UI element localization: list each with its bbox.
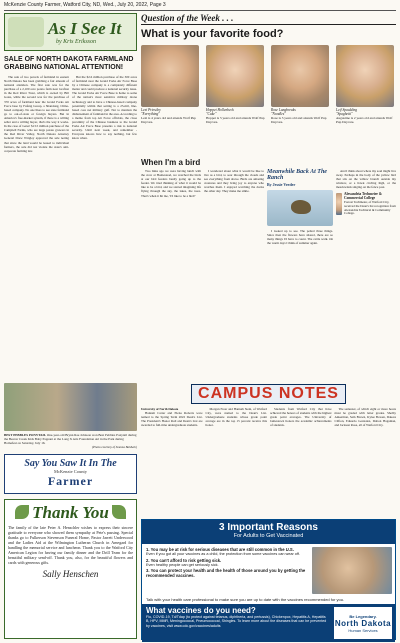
column-text-1 (4, 75, 69, 154)
bird-photo (267, 190, 333, 226)
ranch-title: Meanwhile Back At The Ranch (267, 169, 327, 181)
campus-text-3 (270, 407, 332, 429)
person-name: Lexi Priestley (141, 108, 161, 112)
campus-head: University of North Dakota (141, 407, 179, 411)
pebbles-caption-head: BEST PEBBLES PONYTAIL (4, 433, 47, 437)
bird-text-2 (204, 169, 264, 247)
leaf-icon (112, 505, 126, 519)
page-header (4, 2, 396, 11)
column-byline: by Kris Eriksson (56, 39, 97, 45)
vaccine-ad (141, 519, 396, 640)
pageant-photo (4, 383, 137, 431)
question-of-the-week (141, 13, 396, 155)
as-i-see-it-banner (4, 13, 137, 51)
alex-name: Alexandria Techmeier & Commercial College (343, 192, 382, 201)
qotw-title: Question of the Week . . . (141, 13, 396, 25)
ranch-text (267, 229, 333, 245)
person-details: Lexi is 4 years old and attends Wolf Pup Daycare. (141, 116, 196, 124)
bird-paragraph: And I think about where my soul might live away. Perhaps in the body of the yellow bird that sits on the willow branch outside my window, or a hawk circling high, or the meadowlark singing on the fence post. (336, 169, 396, 190)
vaccine-bottom-text: Flu, COVID-19, Td/Tdap (to protect against tetanus, diphtheria, and pertussis), Chickenpox, Hepatitis A, Hepatitis B, HPV, MMR, Meningococcal, Pneumococcal, Shingles. To learn more about the diseases that can be prevented by vaccines, visit www.cdc.gov/vaccines/adults (146, 615, 327, 628)
thank-you-signature: Sally Henschen (42, 569, 99, 579)
person-answer: "Cake" (206, 112, 217, 116)
reason-item: 1. You may be at risk for serious diseases that are still common in the U.S. (146, 547, 294, 552)
child-photo (206, 45, 264, 107)
column-paragraph: The sale of two parcels of farmland in eastern North Dakota has been grabbing a fair amount of national attention. The first sale was for the purchase of a 2,100 acre potato farm near Grafton in the Red River Trust, which is owned by Bill Gates, while the second was for the purchase of 370 acres of farmland near the Grand Forks Air Force base by Fufeng Group, a Shandong, China-based company. No one likes to see state farmland go to out-of-state or foreign buyers. But in America's free-market system, if there is a willing seller and a willing buyer, that's the way it works. In the case of Gates' $13.5 million purchase of the Campbell Farms, who are large potato growers in the Red River Valley, North Dakota Attorney General Drew Wrigley approved the sale noting that since the land would be leased to individual farmers, the sale did not violate the state's anti-corporate farming law. (4, 75, 69, 153)
pebbles-photo-feature (4, 383, 137, 449)
campus-notes-logo (141, 384, 396, 404)
campus-text-1 (141, 407, 203, 429)
bird-paragraph: I wondered about what it would be like to live as a bird, to soar through the clouds and see everything from above. Birds are amazing creatures and they bring joy to anyone who watches them. I enjoyed watching the ducks the other day. They make me smile. (204, 169, 264, 194)
child-photo (336, 45, 394, 107)
nd-tagline: Be Legendary. (349, 613, 377, 619)
campus-text-4 (335, 407, 397, 429)
nd-human-services-logo (334, 607, 392, 639)
child-photo (271, 45, 329, 107)
saw-line-2: McKenzie County (53, 469, 88, 474)
student-photo (336, 193, 342, 215)
columnist-photo (8, 17, 44, 47)
reason-item: 2. You can't afford to risk getting sick. (146, 557, 222, 563)
reason-note: Even healthy people can get seriously sick. (146, 562, 219, 567)
qotw-person (336, 45, 396, 124)
vaccine-banner-sub: For Adults to Get Vaccinated (233, 533, 304, 539)
campus-paragraph: The semester, of which eight or more hours must be graded with letter grades. Shelby Ankerman, Sam Brown, Kylee Bowen, Dakota Cilfton, Eduardo Gonzalez, Dalton Hagaman, and Jackson Rosa, all of Watford City. (334, 407, 396, 428)
thank-you-title: Thank You (32, 503, 109, 522)
bird-headline: When I'm a bird (141, 158, 201, 167)
person-details: Rose is 3 years old and attends Wolf Pup Daycare. (271, 116, 327, 124)
vaccine-banner (142, 520, 395, 544)
saw-line-3: Farmer (47, 474, 94, 488)
campus-paragraph: Morgan Freer and Hannah Stein, of Watford City, were named to the Dean's List. Undergraduate students whose grade point average are in the top 15 percent receive this honor. (205, 407, 267, 428)
alex-caption: Forrest Techmeier, of Watford City, received the Dean's list recognition from Alexandria Technical & Community College. (343, 200, 396, 216)
ranch-column-box (267, 169, 333, 247)
say-you-saw-it-ad (4, 454, 137, 494)
nd-state: North Dakota (334, 618, 392, 628)
vaccine-photo (312, 547, 392, 594)
column-headline: SALE OF NORTH DAKOTA FARMLAND GRABBING NATIONAL ATTENTION! (4, 56, 134, 71)
header-dateline: McKenzie County Farmer, Watford City, ND, Wed., July 20, 2022, Page 3 (4, 2, 166, 8)
campus-word: CAMPUS (198, 385, 274, 402)
person-name: Leif Spaulding (336, 108, 358, 112)
campus-paragraph: Hannah Carter and Elena Roberts were named to the Spring Term 2022 Dean's List. The President's Honor Roll and Dean's List are awarded to full-time undergraduate students. (141, 411, 203, 428)
vaccine-talk: Talk with your health care professional to make sure you are up to date with the vaccines recommended for you. (146, 597, 345, 602)
ranch-paragraph: I looked up to see. The pelted three things. Since then the flowers have shared, there are so many things I'd have to count. The cattle walk. On the warm days I think of summer again. (267, 229, 333, 246)
person-answer: "Everything" (141, 112, 160, 116)
notes-word: NOTES (278, 385, 339, 402)
ranch-byline: By Jessie Veeder (267, 182, 296, 187)
vaccine-reasons (142, 544, 312, 597)
saw-line-1: Say You Saw It In The (24, 458, 117, 469)
bird-paragraph: Two links ago we were having lunch with the crew at Homestead, we watched the birds at our bird feeders busily going up to the feeder. We tried thinking of what it would be like to be a bird, and we started imagining life flying through the sky, the lakes, the trees. That's when it hit me, 'I'd like to be a bird!' (141, 169, 201, 198)
alexandria-notice (336, 193, 396, 216)
person-name: Hoppet Hollenbeck (206, 108, 234, 112)
campus-notes (141, 384, 396, 514)
bird-column (141, 158, 396, 380)
pebbles-caption-text: One-year-old Brynn Rae Johnson won Best Pebbles Ponytail during the Beaver Creek Kids Baby Pageant at the Long X Arts Foundation Art in the Park during Homefest on Saturday, July 16. (4, 433, 137, 445)
nd-dept: Human Services (348, 627, 378, 633)
qotw-person (141, 45, 201, 124)
bird-text-4-wrap (336, 169, 396, 247)
campus-text-2 (206, 407, 268, 429)
column-paragraph: But the $2.6 million purchase of the 300 acres of farmland near the Grand Forks Air Force Base by a Chinese company is a completely different matter and could produce a national security issue. The Grand Forks Air Force Base is home to some of the nation's most sensitive military drone technology and to have a Chinese-based company potentially within that setting is a 25-mil, line-based core net military gulf. Not to mention the disbursement of farmland in the area. According to a memo from top Air Force officials, the close proximity of the Chinese business to the Grand Forks Air Force Base presents a risk to national security. Until next week, and remember - Everyone knows how to say nothing, but few know when. (72, 75, 137, 141)
pebbles-caption (4, 433, 137, 445)
qotw-question: What is your favorite food? (141, 28, 284, 40)
qotw-person (271, 45, 331, 124)
thank-you-card (4, 499, 137, 639)
person-details: Augustine is 2 years old and attends Wolf Pup Daycare. (336, 116, 393, 124)
column-text-2 (72, 75, 137, 154)
person-details: Hoppet is 5 years old and attends Wolf Pup Daycare. (206, 116, 265, 124)
vaccine-bottom (142, 604, 395, 642)
reason-note: Even if you got all your vaccines as a child, the protection from some vaccines can wear off. (146, 552, 300, 557)
child-photo (141, 45, 199, 107)
person-name: Rose Langbreaks (271, 108, 296, 112)
column-title: As I See It (48, 19, 122, 38)
thank-you-body: The family of the late Peter A. Henschler wishes to express their sincere gratitude to everyone who showed them sympathy at Pete's passing. Special thanks go to Fulkerson Stevenson Funeral Home, Pastor Jarrett Underwood and the Ladies Aid at the Wilmington Lutheran Church in Arnegard for handling the memorial service and luncheon. Thank you to the Watford City American Legion for having our family dinner and the Drill Team for the beautiful military send-off. Thank you, also, for the beautiful flowers and cards with generous gifts. (8, 525, 133, 565)
photo-credit: (Photo courtesy of Seanna Baldwin) (92, 445, 137, 449)
person-answer: "Spaghetti" (336, 112, 353, 116)
leaf-icon (15, 505, 29, 519)
vaccine-banner-title: 3 Important Reasons (219, 522, 318, 533)
bird-text-4 (336, 169, 396, 189)
campus-paragraph: Students from Watford City that have achieved the honors of students with the highest grade point averages. The University of Jamestown honors the academic achievements of students. (270, 407, 332, 428)
person-answer: "Noodles" (271, 112, 286, 116)
qotw-person (206, 45, 266, 124)
reason-item: 3. You can protect your health and the health of those around you by getting the recommended vaccines. (146, 568, 306, 579)
vaccine-bottom-title: What vaccines do you need? (146, 606, 256, 615)
bird-text-1 (141, 169, 201, 247)
